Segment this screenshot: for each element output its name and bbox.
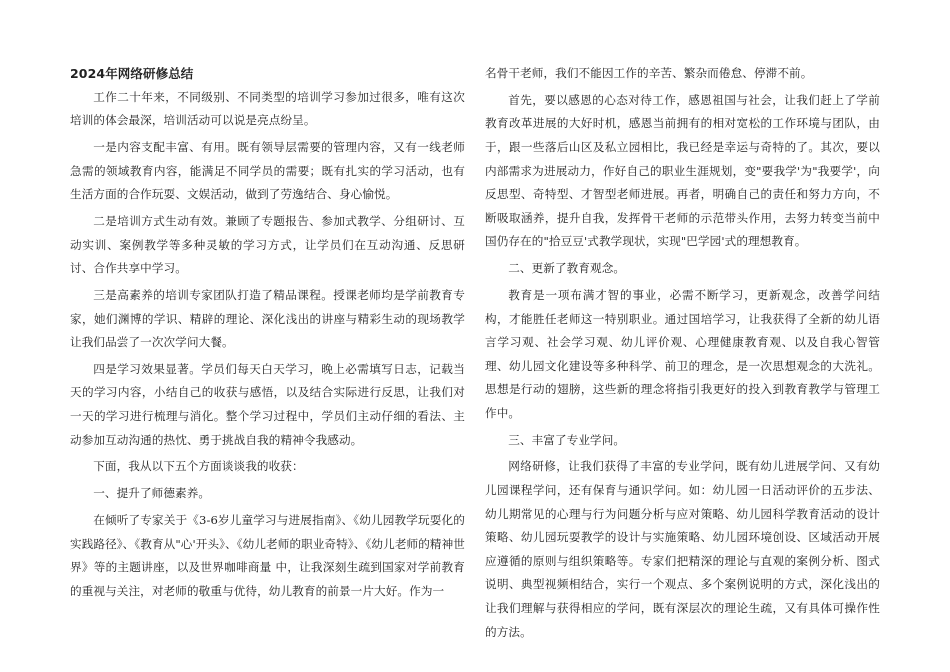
paragraph-point-three: 三是高素养的培训专家团队打造了精品课程。授课老师均是学前教育专家，她们渊博的学识、精辟的理论、深化浅出的讲座与精彩生动的现场教学让我们品尝了一次次学问大餐。 [70,287,465,350]
paragraph-concepts: 教育是一项布满才智的事业，必需不断学习，更新观念，改善学问结构，才能胜任老师这一特别职业。通过国培学习，让我获得了全新的幼儿语言学习观、社会学习观、幼儿评价观、心理健康教育观、以及自我心智管理、幼儿园文化建设等多种科学、前卫的理念，是一次思想观念的大洗礼。思想是行动的翅膀，这些新的理念将指引我更好的投入到教育教学与管理工作中。 [485,287,880,420]
paragraph-point-four: 四是学习效果显著。学员们每天白天学习，晚上必需填写日志，记载当天的学习内容，小结自己的收获与感悟，以及结合实际进行反思，让我们对一天的学习进行梳理与消化。整个学习过程中，学员们主动仔细的看法、主动参加互动沟通的热忱、勇于挑战自我的精神令我感动。 [70,361,465,447]
paragraph-transition: 下面，我从以下五个方面谈谈我的收获： [93,459,304,474]
paragraph-knowledge: 网络研修，让我们获得了丰富的专业学问，既有幼儿进展学问、又有幼儿园课程学问，还有保育与通识学问。如：幼儿园一日活动评价的五步法、幼儿期常见的心理与行为问题分析与应对策略、幼儿园科学教育活动的设计策略、幼儿园玩耍教学的设计与实施策略、幼儿园环境创设、区域活动开展应遵循的原则与组织策略等。专家们把精深的理论与直观的案例分析、图式说明、典型视频相结合，实行一个观点、多个案例说明的方式，深化浅出的让我们理解与获得相应的学问，既有深层次的理论生疏，又有具体可操作性的方法。 [485,459,880,639]
paragraph-ethics-continued: 名骨干老师，我们不能因工作的辛苦、繁杂而倦怠、停滞不前。 [485,66,813,80]
paragraph-point-one: 一是内容支配丰富、有用。既有领导层需要的管理内容，又有一线老师急需的领域教育内容，能满足不同学员的需要；既有扎实的学习活动，也有生活方面的合作玩耍、文娱活动，做到了劳逸结合、身心愉悦。 [70,139,465,202]
right-column [485,62,880,647]
paragraph-intro: 工作二十年来，不同级别、不同类型的培训学习参加过很多，唯有这次培训的体会最深，培训活动可以说是亮点纷呈。 [70,89,465,128]
paragraph-ethics: 在倾听了专家关于《3-6岁儿童学习与进展指南》、《幼儿园教学玩耍化的实践路径》、《教育从"心'开头》、《幼儿老师的职业奇特》、《幼儿老师的精神世界》等的主题讲座，以及世界咖啡商量 中，让我深刻生疏到国家对学前教育的重视与关注，对老师的敬重与优待，幼儿教育的前景一片大好。作为一 [70,513,465,598]
left-column [70,62,465,607]
section-heading-ethics: 一、提升了师德素养。 [93,486,211,501]
document-title: 2024年网络研修总结 [70,66,194,81]
paragraph-point-two: 二是培训方式生动有效。兼顾了专题报告、参加式教学、分组研讨、互动实训、案例教学等多种灵敏的学习方式，让学员们在互动沟通、反思研讨、合作共享中学习。 [70,213,465,276]
section-heading-concepts: 二、更新了教育观念。 [508,261,626,276]
paragraph-gratitude: 首先，要以感恩的心态对待工作，感恩祖国与社会，让我们赶上了学前教育改革进展的大好时机，感恩当前拥有的相对宽松的工作环境与团队，由于，跟一些落后山区及私立园相比，我已经是幸运与奇特的了。其次，要以内部需求为进展动力，作好自己的职业生涯规划，变"要我学'为"我要学'，向反思型、奇特型、才智型老师进展。再者，明确自己的责任和努力方向，不断吸取涵养，提升自我，发挥骨干老师的示范带头作用，去努力转变当前中国仍存在的"拾豆豆'式教学现状，实现"巴学园'式的理想教育。 [485,92,880,249]
section-heading-knowledge: 三、丰富了专业学问。 [508,432,626,447]
